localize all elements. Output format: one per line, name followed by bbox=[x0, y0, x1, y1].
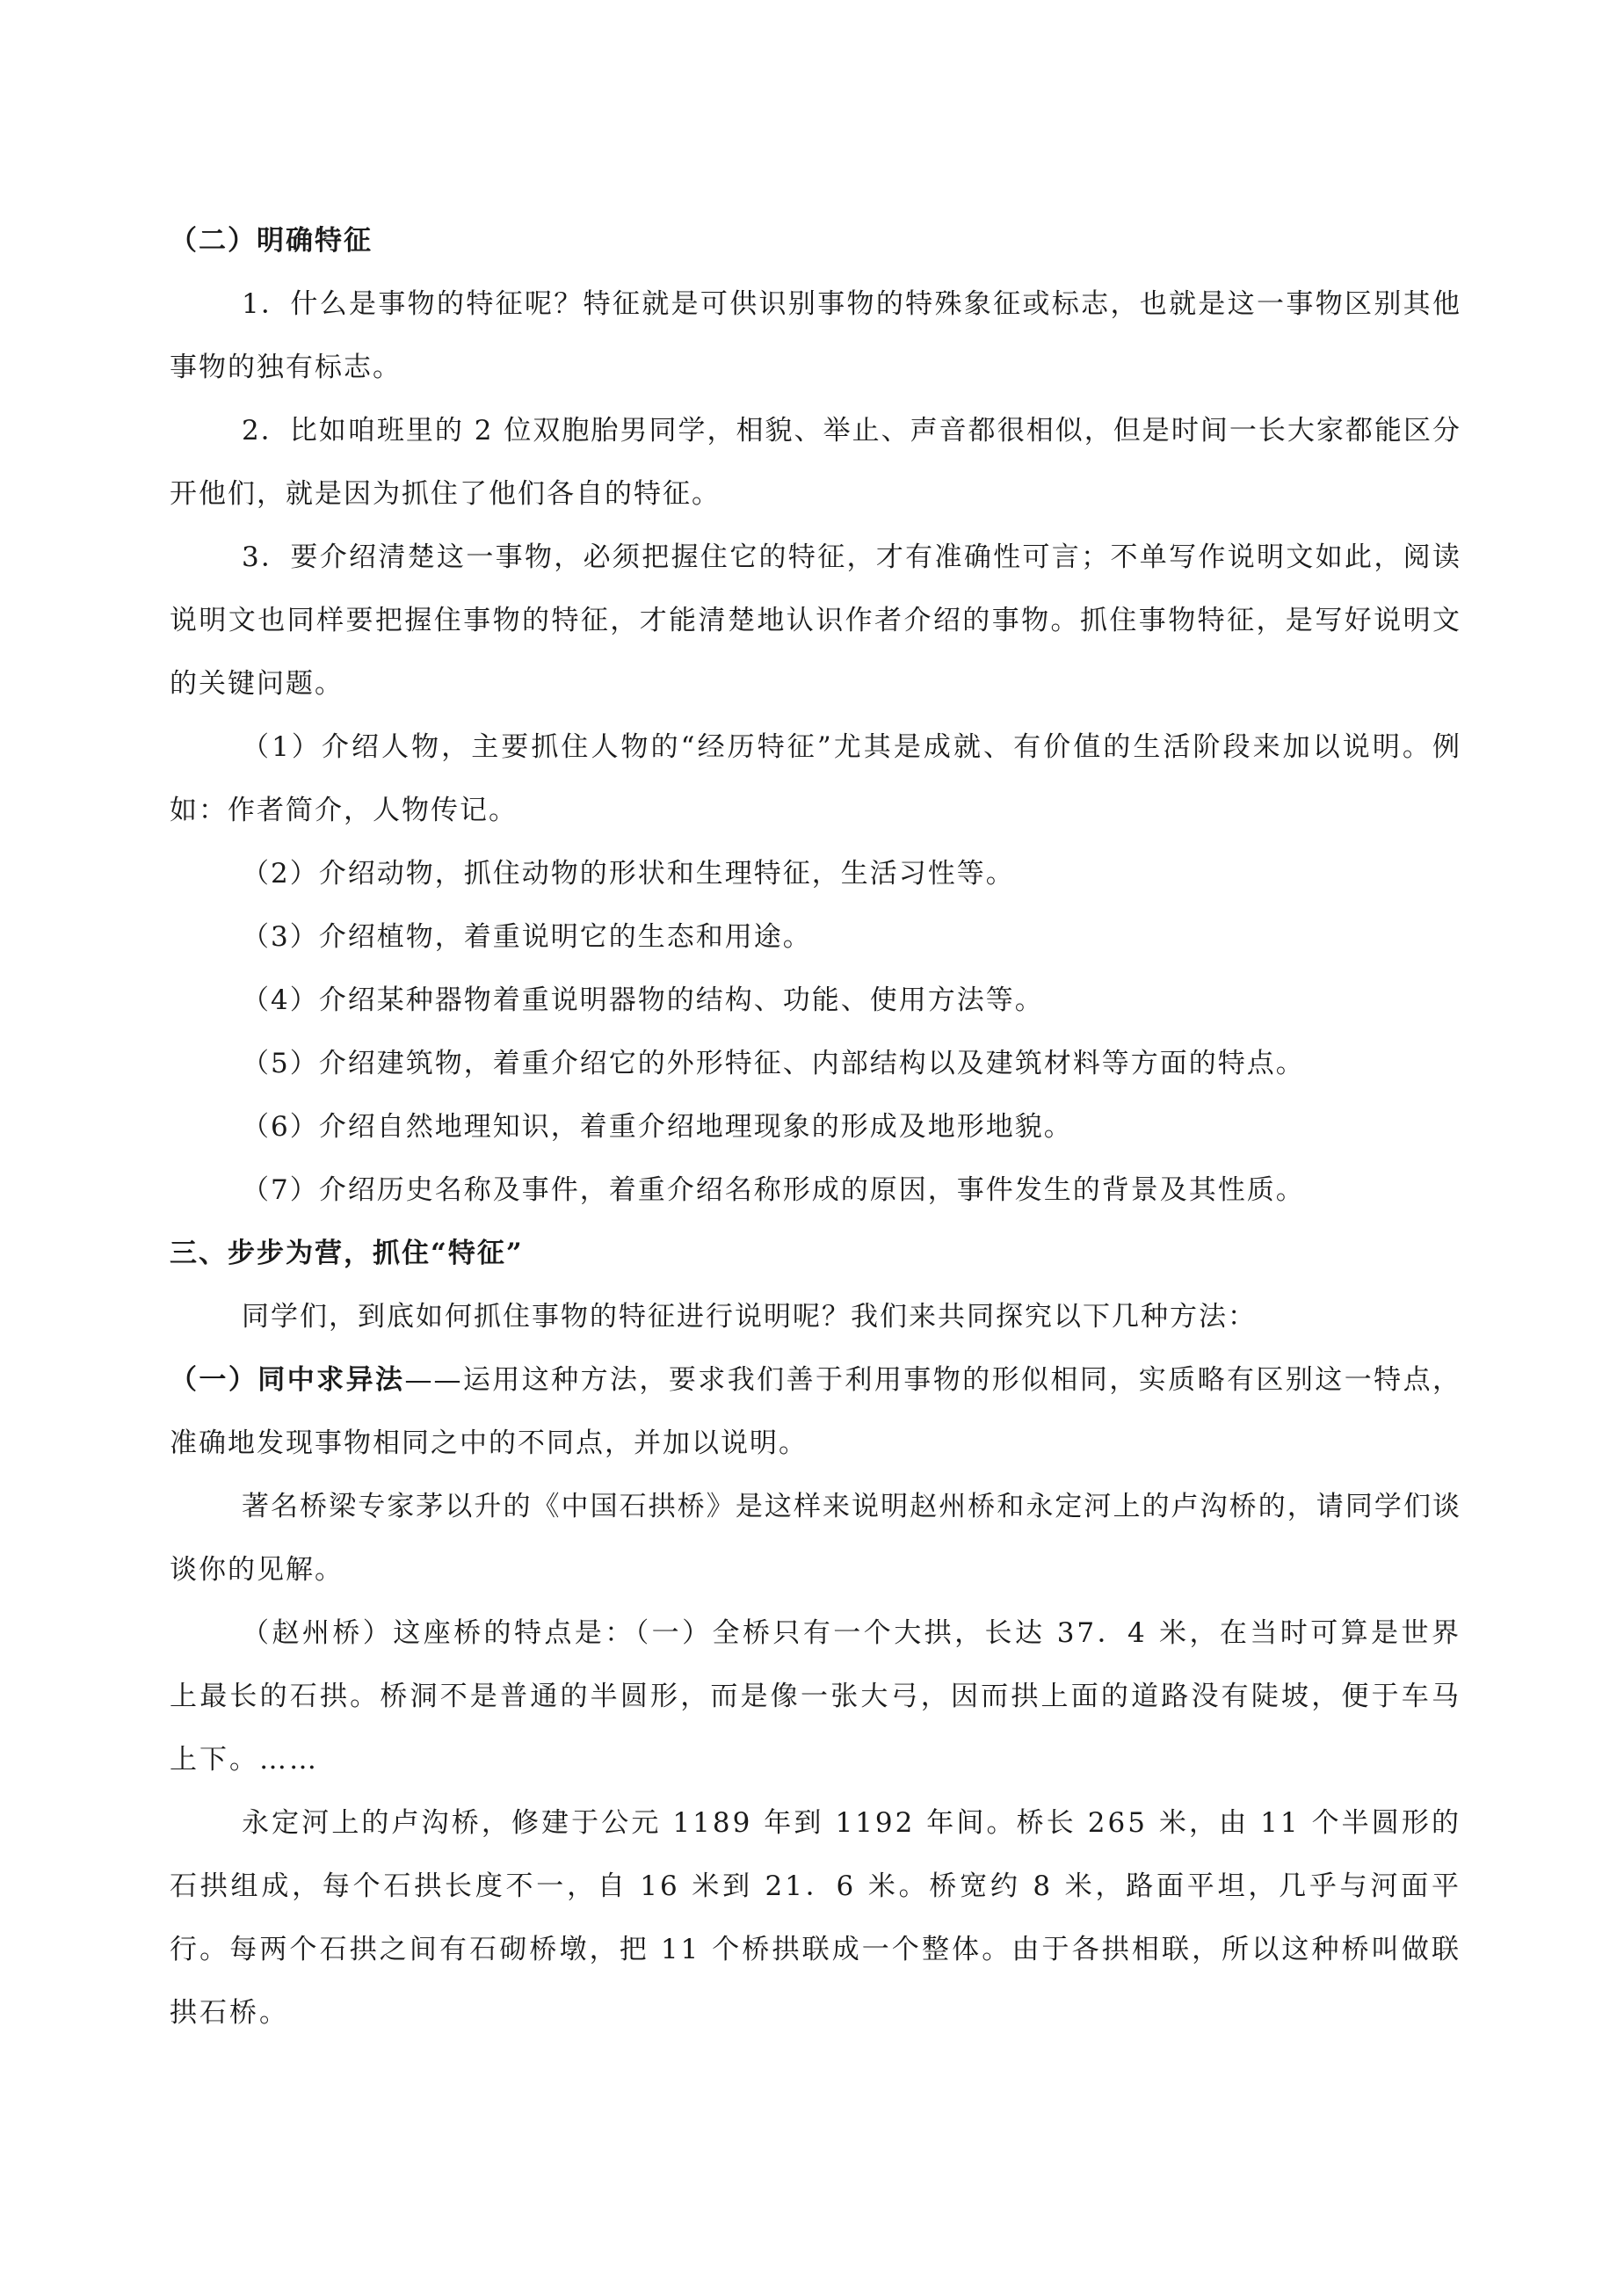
list-item-history: （7）介绍历史名称及事件，着重介绍名称形成的原因，事件发生的背景及其性质。 bbox=[242, 1174, 1305, 1206]
list-item-buildings: （5）介绍建筑物，着重介绍它的外形特征、内部结构以及建筑材料等方面的特点。 bbox=[242, 1048, 1305, 1079]
example-intro-paragraph: 著名桥梁专家茅以升的《中国石拱桥》是这样来说明赵州桥和永定河上的卢沟桥的，请同学们谈谈你的见解。 bbox=[170, 1491, 1461, 1586]
paragraph-2: 2．比如咱班里的 2 位双胞胎男同学，相貌、举止、声音都很相似，但是时间一长大家都能区分开他们，就是因为抓住了他们各自的特征。 bbox=[170, 415, 1461, 510]
list-item-geography: （6）介绍自然地理知识，着重介绍地理现象的形成及地形地貌。 bbox=[242, 1111, 1073, 1143]
quote-zhaozhou-bridge: （赵州桥）这座桥的特点是：（一）全桥只有一个大拱，长达 37．4 米，在当时可算是世界上最长的石拱。桥洞不是普通的半圆形，而是像一张大弓，因而拱上面的道路没有陡坡，便于车马上下。…… bbox=[170, 1617, 1461, 1776]
paragraph-1: 1．什么是事物的特征呢？特征就是可供识别事物的特殊象征或标志，也就是这一事物区别其他事物的独有标志。 bbox=[170, 288, 1461, 383]
list-item-people: （1）介绍人物，主要抓住人物的“经历特征”尤其是成就、有价值的生活阶段来加以说明。例如：作者简介，人物传记。 bbox=[170, 731, 1461, 826]
document-body bbox=[170, 209, 1461, 2044]
list-item-animals: （2）介绍动物，抓住动物的形状和生理特征，生活习性等。 bbox=[242, 858, 1015, 890]
paragraph-3: 3．要介绍清楚这一事物，必须把握住它的特征，才有准确性可言；不单写作说明文如此，阅读说明文也同样要把握住事物的特征，才能清楚地认识作者介绍的事物。抓住事物特征，是写好说明文的关键问题。 bbox=[170, 541, 1461, 700]
method-paragraph bbox=[170, 1348, 1461, 1475]
intro-paragraph: 同学们，到底如何抓住事物的特征进行说明呢？我们来共同探究以下几种方法： bbox=[242, 1301, 1257, 1333]
section-heading-step-by-step: 三、步步为营，抓住“特征” bbox=[170, 1238, 524, 1269]
quote-lugou-bridge: 永定河上的卢沟桥，修建于公元 1189 年到 1192 年间。桥长 265 米，由 11 个半圆形的石拱组成，每个石拱长度不一，自 16 米到 21．6 米。桥宽约 8 米，路面平坦，几乎与河面平行。每两个石拱之间有石砌桥墩，把 11 个桥拱联成一个整体。由于各拱相联，所以这种桥叫做联拱石桥。 bbox=[170, 1807, 1461, 2029]
method-text: ——运用这种方法，要求我们善于利用事物的形似相同，实质略有区别这一特点，准确地发现事物相同之中的不同点，并加以说明。 bbox=[170, 1364, 1462, 1459]
list-item-objects: （4）介绍某种器物着重说明器物的结构、功能、使用方法等。 bbox=[242, 984, 1044, 1016]
list-item-plants: （3）介绍植物，着重说明它的生态和用途。 bbox=[242, 921, 812, 953]
section-heading-clarify-features: （二）明确特征 bbox=[170, 225, 373, 257]
method-label: （一）同中求异法 bbox=[170, 1364, 405, 1396]
